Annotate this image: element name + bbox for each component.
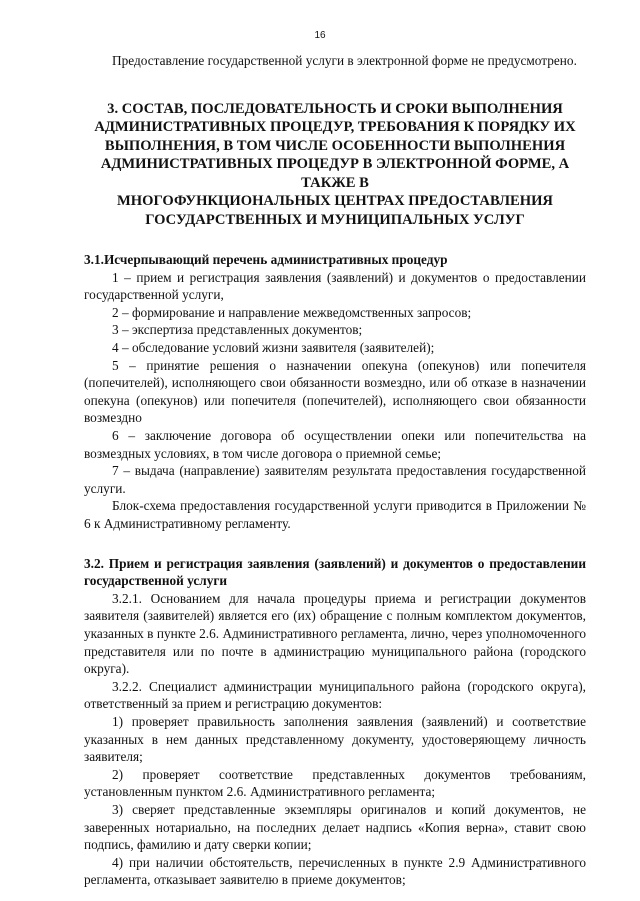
- procedure-item: 2 – формирование и направление межведомственных запросов;: [112, 304, 472, 320]
- section-title-line: 3. СОСТАВ, ПОСЛЕДОВАТЕЛЬНОСТЬ И СРОКИ ВЫПОЛНЕНИЯ: [107, 100, 563, 117]
- body-paragraph: 3) сверяет представленные экземпляры оригиналов и копий документов, не заверенных нотариально, на последних делает надпись «Копия верна», ставит свою подпись, фамилию и дату сверки копии;: [84, 801, 586, 853]
- body-paragraph: 2) проверяет соответствие представленных документов требованиям, установленным пунктом 2.6. Административного регламента;: [84, 766, 586, 800]
- procedure-item: 5 – принятие решения о назначении опекуна (опекунов) или попечителя (попечителей), исполняющего свои обязанности возмездно, или об отказе в назначении опекуна (опекунов) или попечителя (попечителей), исполняющего свои обязанности возмездно: [84, 357, 586, 426]
- procedure-item: 7 – выдача (направление) заявителям результата предоставления государственной услуги.: [84, 463, 586, 496]
- subsection-3-1-heading: 3.1.Исчерпывающий перечень административных процедур: [84, 252, 448, 268]
- procedure-item: 1 – прием и регистрация заявления (заявлений) и документов о предоставлении государственной услуги,: [84, 269, 586, 303]
- procedure-item: 4 – обследование условий жизни заявителя (заявителей);: [112, 340, 435, 356]
- section-title-line: ТАКЖЕ В: [301, 174, 369, 191]
- procedure-item: 3 – экспертиза представленных документов;: [112, 322, 363, 338]
- body-paragraph: 3.2.2. Специалист администрации муниципального района (городского округа), ответственный за прием и регистрацию документов:: [84, 678, 586, 712]
- subsection-3-2-heading: 3.2. Прием и регистрация заявления (заявлений) и документов о предоставлении государственной услуги: [84, 555, 586, 589]
- document-body: [84, 52, 586, 889]
- section-title-line: АДМИНИСТРАТИВНЫХ ПРОЦЕДУР В ЭЛЕКТРОННОЙ ФОРМЕ, А: [100, 156, 570, 173]
- procedure-item: 6 – заключение договора об осуществлении опеки или попечительства на возмездных условиях, в том числе договора о приемной семье;: [84, 428, 586, 461]
- body-paragraph: 4) при наличии обстоятельств, перечисленных в пункте 2.9 Административного регламента, отказывает заявителю в приеме документов;: [84, 854, 586, 888]
- section-title-line: ВЫПОЛНЕНИЯ, В ТОМ ЧИСЛЕ ОСОБЕННОСТИ ВЫПОЛНЕНИЯ: [104, 137, 566, 154]
- flowchart-note: Блок-схема предоставления государственной услуги приводится в Приложении № 6 к Административному регламенту.: [84, 498, 586, 531]
- page-number: 16: [314, 30, 326, 41]
- section-title-line: АДМИНИСТРАТИВНЫХ ПРОЦЕДУР, ТРЕБОВАНИЯ К ПОРЯДКУ ИХ: [94, 119, 576, 136]
- section-title-line: ГОСУДАРСТВЕННЫХ И МУНИЦИПАЛЬНЫХ УСЛУГ: [145, 211, 525, 228]
- intro-paragraph: Предоставление государственной услуги в электронной форме не предусмотрено.: [112, 53, 577, 68]
- section-3-title: [84, 100, 586, 230]
- section-title-line: МНОГОФУНКЦИОНАЛЬНЫХ ЦЕНТРАХ ПРЕДОСТАВЛЕНИЯ: [117, 193, 553, 210]
- body-paragraph: 1) проверяет правильность заполнения заявления (заявлений) и соответствие указанных в нем данных представленному документу, удостоверяющему личность заявителя;: [84, 713, 586, 765]
- body-paragraph: 3.2.1. Основанием для начала процедуры приема и регистрации документов заявителя (заявителей) является его (их) обращение с полным комплектом документов, указанных в пункте 2.6. Административного регламента, лично, через уполномоченного представителя или по почте в администрацию муниципального района (городского округа).: [84, 590, 586, 677]
